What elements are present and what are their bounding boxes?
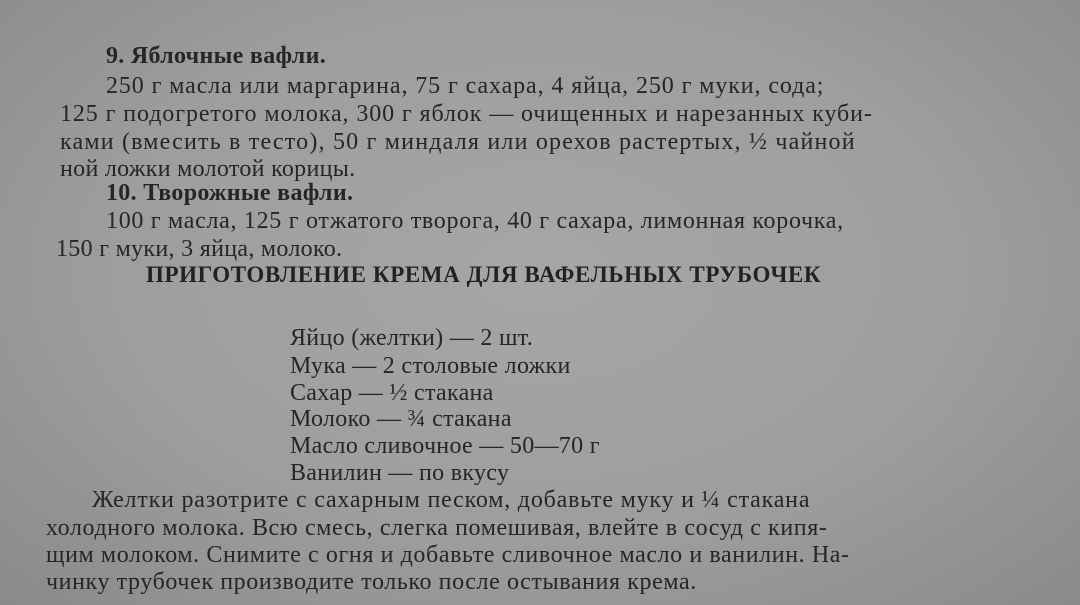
- recipe-9-line-4: ной ложки молотой корицы.: [60, 156, 356, 182]
- ingredient-item: Сахар — ½ стакана: [290, 380, 494, 406]
- ingredient-item: Ванилин — по вкусу: [290, 460, 510, 486]
- recipe-10-line-1: 100 г масла, 125 г отжатого творога, 40 г сахара, лимонная корочка,: [106, 208, 844, 234]
- instructions-line-3: щим молоком. Снимите с огня и добавьте сливочное масло и ванилин. На-: [46, 542, 850, 568]
- instructions-line-2: холодного молока. Всю смесь, слегка помешивая, влейте в сосуд с кипя-: [46, 515, 828, 541]
- ingredient-item: Мука — 2 столовые ложки: [290, 353, 571, 379]
- recipe-9-line-2: 125 г подогретого молока, 300 г яблок — очищенных и нарезанных куби-: [60, 101, 873, 127]
- recipe-9-line-3: ками (вмесить в тесто), 50 г миндаля или орехов растертых, ½ чайной: [60, 129, 856, 155]
- ingredient-item: Молоко — ¾ стакана: [290, 406, 512, 432]
- recipe-10-heading: 10. Творожные вафли.: [106, 180, 354, 206]
- recipe-10-line-2: 150 г муки, 3 яйца, молоко.: [56, 236, 343, 262]
- ingredient-item: Масло сливочное — 50—70 г: [290, 433, 600, 459]
- instructions-line-1: Желтки разотрите с сахарным песком, добавьте муку и ¼ стакана: [92, 487, 811, 513]
- recipe-9-heading: 9. Яблочные вафли.: [106, 43, 326, 69]
- recipe-9-line-1: 250 г масла или маргарина, 75 г сахара, 4 яйца, 250 г муки, сода;: [106, 73, 825, 99]
- instructions-line-4: чинку трубочек производите только после остывания крема.: [46, 569, 697, 595]
- cream-section-title: ПРИГОТОВЛЕНИЕ КРЕМА ДЛЯ ВАФЕЛЬНЫХ ТРУБОЧЕК: [146, 262, 822, 287]
- ingredient-item: Яйцо (желтки) — 2 шт.: [290, 325, 534, 351]
